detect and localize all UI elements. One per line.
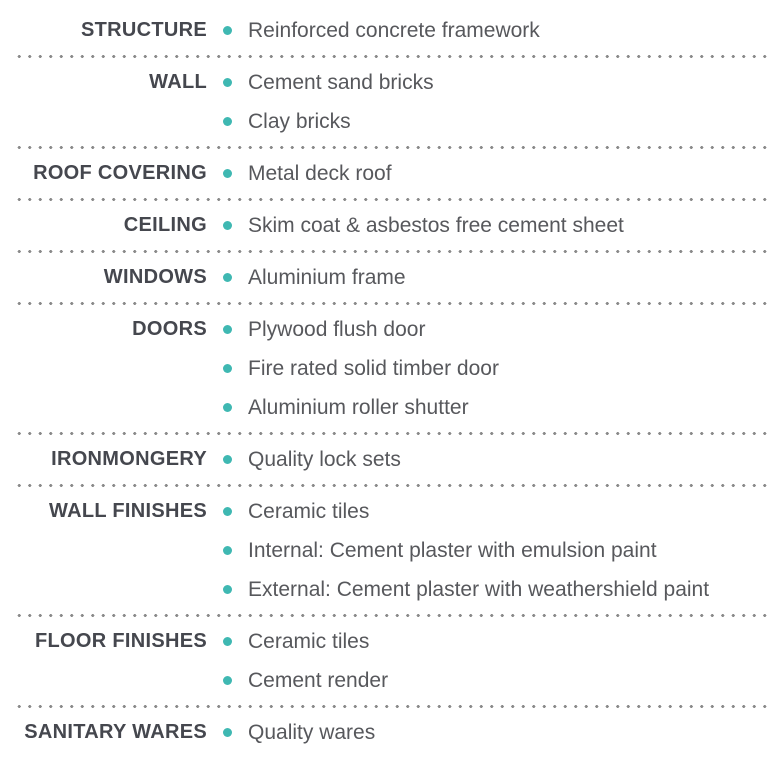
dotted-separator — [14, 55, 772, 58]
bullet-icon — [223, 403, 232, 412]
bullet-icon — [223, 78, 232, 87]
spec-item-text: Ceramic tiles — [248, 499, 370, 523]
bullet-icon — [223, 546, 232, 555]
category-label: WALL FINISHES — [49, 500, 207, 522]
spec-item-text: Aluminium frame — [248, 265, 406, 289]
bullet-icon — [223, 585, 232, 594]
spec-item-text: Quality lock sets — [248, 447, 401, 471]
spec-row — [0, 349, 780, 388]
bullet-icon — [223, 364, 232, 373]
spec-item-text: Skim coat & asbestos free cement sheet — [248, 213, 624, 237]
category-label: STRUCTURE — [80, 19, 207, 41]
spec-item-text: Clay bricks — [248, 109, 351, 133]
spec-item-text: Metal deck roof — [248, 161, 392, 185]
spec-row — [0, 570, 780, 609]
bullet-icon — [223, 221, 232, 230]
spec-row — [0, 388, 780, 427]
spec-item-text: External: Cement plaster with weathershield paint — [248, 577, 710, 601]
spec-item-text: Ceramic tiles — [248, 629, 370, 653]
bullet-icon — [223, 26, 232, 35]
bullet-icon — [223, 169, 232, 178]
spec-row — [0, 63, 780, 102]
bullet-icon — [223, 455, 232, 464]
dotted-separator — [14, 432, 772, 435]
spec-row — [0, 310, 780, 349]
dotted-separator — [14, 484, 772, 487]
spec-row — [0, 531, 780, 570]
category-label: SANITARY WARES — [24, 721, 207, 743]
category-label: WINDOWS — [103, 266, 207, 288]
bullet-icon — [223, 637, 232, 646]
spec-item-text: Internal: Cement plaster with emulsion paint — [248, 538, 657, 562]
spec-row — [0, 440, 780, 479]
spec-row — [0, 102, 780, 141]
spec-row — [0, 258, 780, 297]
category-label: DOORS — [132, 318, 207, 340]
dotted-separator — [14, 146, 772, 149]
category-label: ROOF COVERING — [33, 162, 207, 184]
category-label: WALL — [149, 71, 207, 93]
spec-row — [0, 661, 780, 700]
dotted-separator — [14, 614, 772, 617]
spec-item-text: Cement render — [248, 668, 389, 692]
spec-row — [0, 622, 780, 661]
spec-row — [0, 713, 780, 752]
spec-item-text: Reinforced concrete framework — [248, 18, 540, 42]
category-label: IRONMONGERY — [51, 448, 207, 470]
category-label: FLOOR FINISHES — [35, 630, 207, 652]
dotted-separator — [14, 250, 772, 253]
bullet-icon — [223, 507, 232, 516]
bullet-icon — [223, 676, 232, 685]
bullet-icon — [223, 728, 232, 737]
spec-row — [0, 206, 780, 245]
spec-row — [0, 154, 780, 193]
spec-item-text: Quality wares — [248, 720, 376, 744]
spec-row — [0, 11, 780, 50]
bullet-icon — [223, 273, 232, 282]
spec-row — [0, 492, 780, 531]
bullet-icon — [223, 325, 232, 334]
dotted-separator — [14, 198, 772, 201]
spec-item-text: Fire rated solid timber door — [248, 356, 499, 380]
spec-item-text: Cement sand bricks — [248, 70, 434, 94]
category-label: CEILING — [123, 214, 207, 236]
dotted-separator — [14, 302, 772, 305]
spec-item-text: Plywood flush door — [248, 317, 426, 341]
bullet-icon — [223, 117, 232, 126]
dotted-separator — [14, 705, 772, 708]
spec-item-text: Aluminium roller shutter — [248, 395, 469, 419]
